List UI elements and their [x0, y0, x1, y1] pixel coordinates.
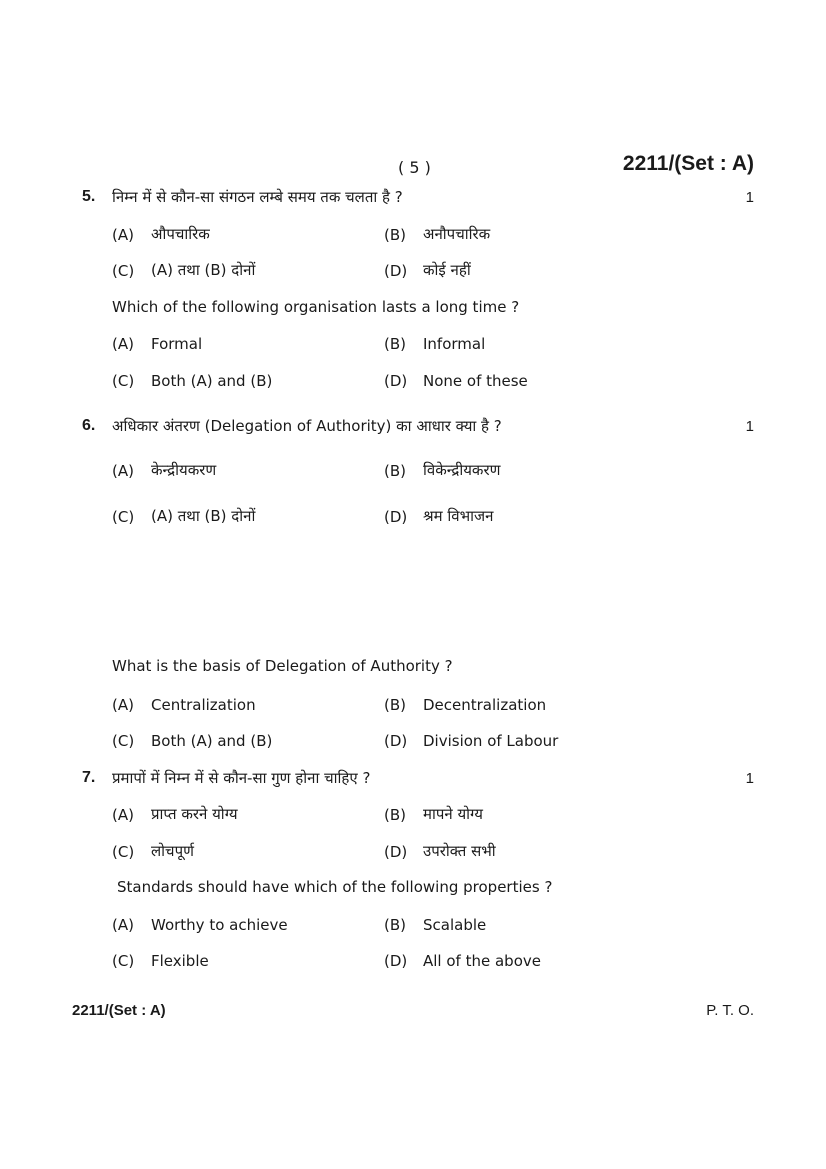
option-text: None of these — [423, 372, 528, 390]
option-text: Formal — [151, 335, 203, 353]
option-letter: (D) — [384, 262, 408, 280]
option-text: श्रम विभाजन — [423, 507, 494, 525]
option-text: Centralization — [151, 696, 256, 714]
option-text: Both (A) and (B) — [151, 732, 273, 750]
option-text: अनौपचारिक — [423, 225, 491, 243]
question-number: 5. — [82, 188, 96, 205]
option-letter: (B) — [384, 462, 406, 480]
option-text: All of the above — [423, 952, 541, 970]
option-text: विकेन्द्रीयकरण — [423, 461, 501, 479]
option-letter: (B) — [384, 696, 406, 714]
option-text: Division of Labour — [423, 732, 559, 750]
question-marks: 1 — [745, 770, 754, 787]
question-text-english: Which of the following organisation lasts a long time ? — [112, 298, 520, 316]
option-text: कोई नहीं — [423, 261, 471, 279]
option-letter: (B) — [384, 916, 406, 934]
option-letter: (C) — [112, 843, 135, 861]
question-text-english: What is the basis of Delegation of Authority ? — [112, 657, 453, 675]
question-text-hindi: निम्न में से कौन-सा संगठन लम्बे समय तक चलता है ? — [112, 188, 403, 206]
question-marks: 1 — [745, 418, 754, 435]
option-text: प्राप्त करने योग्य — [151, 805, 238, 823]
option-letter: (C) — [112, 372, 135, 390]
option-text: केन्द्रीयकरण — [151, 461, 217, 479]
option-letter: (B) — [384, 806, 406, 824]
option-text: औपचारिक — [151, 225, 210, 243]
question-marks: 1 — [745, 189, 754, 206]
option-letter: (C) — [112, 262, 135, 280]
option-text: Flexible — [151, 952, 209, 970]
question-text-hindi: अधिकार अंतरण (Delegation of Authority) का आधार क्या है ? — [112, 417, 502, 435]
option-letter: (B) — [384, 226, 406, 244]
option-text: उपरोक्त सभी — [423, 842, 496, 860]
page-number: ( 5 ) — [398, 158, 431, 177]
option-text: Scalable — [423, 916, 487, 934]
pto-note: P. T. O. — [706, 1002, 754, 1019]
option-text: लोचपूर्ण — [151, 842, 194, 860]
option-text: Both (A) and (B) — [151, 372, 273, 390]
option-letter: (C) — [112, 732, 135, 750]
option-letter: (D) — [384, 372, 408, 390]
option-letter: (A) — [112, 462, 134, 480]
option-text: Decentralization — [423, 696, 547, 714]
option-letter: (D) — [384, 952, 408, 970]
option-letter: (D) — [384, 508, 408, 526]
question-text-hindi: प्रमापों में निम्न में से कौन-सा गुण होना चाहिए ? — [112, 769, 371, 787]
option-letter: (A) — [112, 916, 134, 934]
option-text: (A) तथा (B) दोनों — [151, 507, 256, 525]
option-text: Informal — [423, 335, 486, 353]
option-letter: (A) — [112, 335, 134, 353]
option-letter: (B) — [384, 335, 406, 353]
option-text: मापने योग्य — [423, 805, 483, 823]
option-letter: (A) — [112, 226, 134, 244]
question-text-english: Standards should have which of the following properties ? — [117, 878, 553, 896]
option-text: Worthy to achieve — [151, 916, 288, 934]
paper-code-header: 2211/(Set : A) — [622, 152, 754, 175]
option-letter: (A) — [112, 696, 134, 714]
question-number: 6. — [82, 417, 96, 434]
option-letter: (D) — [384, 843, 408, 861]
option-letter: (A) — [112, 806, 134, 824]
option-letter: (D) — [384, 732, 408, 750]
option-letter: (C) — [112, 952, 135, 970]
paper-code-footer: 2211/(Set : A) — [72, 1002, 166, 1019]
option-text: (A) तथा (B) दोनों — [151, 261, 256, 279]
question-number: 7. — [82, 769, 96, 786]
option-letter: (C) — [112, 508, 135, 526]
